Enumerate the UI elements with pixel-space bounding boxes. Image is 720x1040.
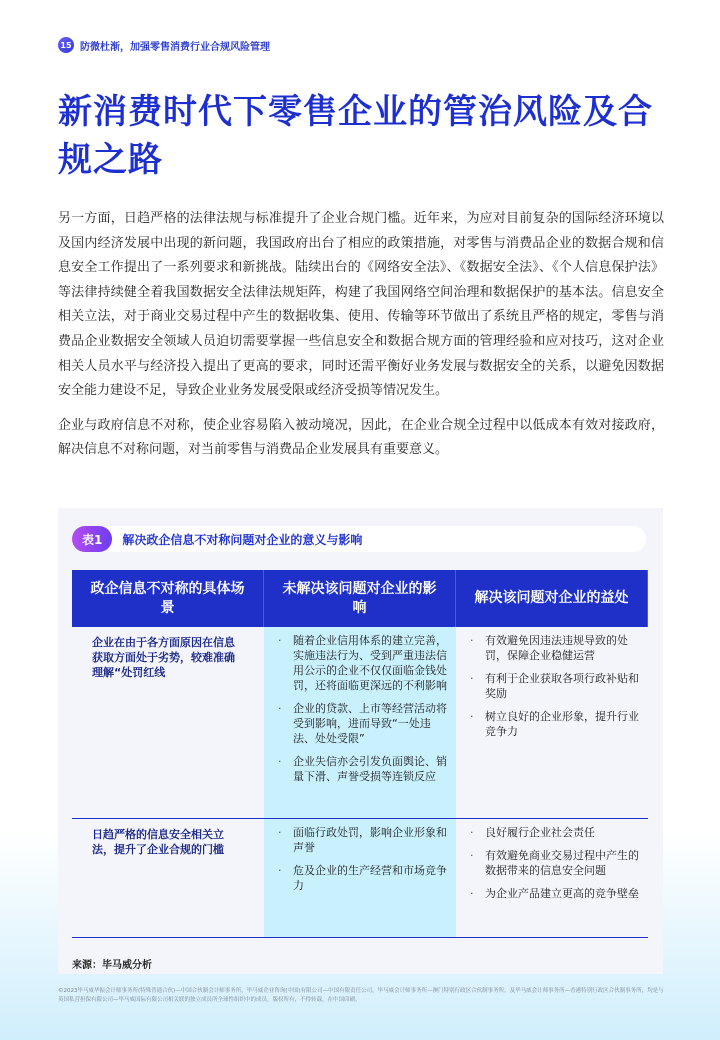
list-item: · 有效避免因违法违规导致的处罚，保障企业稳健运营 (470, 633, 640, 663)
page-title: 新消费时代下零售企业的管治风险及合规之路 (58, 92, 653, 180)
scenario-cell: 企业在由于各方面原因在信息获取方面处于劣势，较难准确理解“处罚红线 (72, 627, 264, 819)
table-card (58, 508, 663, 974)
list-item: · 有利于企业获取各项行政补贴和奖励 (470, 671, 640, 701)
table-header-cell: 未解决该问题对企业的影响 (264, 570, 456, 627)
table-source: 来源：毕马威分析 (72, 960, 152, 971)
list-item: · 良好履行企业社会责任 (470, 825, 640, 840)
benefit-cell (456, 819, 648, 938)
impact-cell (264, 819, 456, 938)
list-item: · 有效避免商业交易过程中产生的数据带来的信息安全问题 (470, 848, 640, 878)
table-number-badge: 表1 (72, 526, 112, 552)
table-caption: 解决政企信息不对称问题对企业的意义与影响 (122, 532, 363, 547)
copyright-footer: ©2023毕马威华振会计师事务所(特殊普通合伙)—中国合伙制会计师事务所，毕马威企业咨询(中国)有限公司—中国有限责任公司，毕马威会计师事务所—澳门特别行政区合伙制事务所，及毕马威会计师事务所—香港特别行政区合伙制事务所，均是与英国私营担保有限公司—毕马威国际有限公司相关联的独立成员所全球性组织中的成员。版权所有，不得转载。在中国印刷。 (58, 988, 664, 1003)
list-item: · 面临行政处罚，影响企业形象和声誉 (278, 825, 448, 855)
table-header-cell: 政企信息不对称的具体场景 (72, 570, 264, 627)
list-item: · 树立良好的企业形象，提升行业竞争力 (470, 709, 640, 739)
paragraph: 企业与政府信息不对称，使企业容易陷入被动境况，因此，在企业合规全过程中以低成本有效对接政府，解决信息不对称问题，对当前零售与消费品企业发展具有重要意义。 (58, 417, 664, 458)
page-number-badge: 15 (58, 37, 74, 53)
list-item: · 企业的贷款、上市等经营活动将受到影响，进而导致“一处违法、处处受限” (278, 701, 448, 746)
list-item: · 为企业产品建立更高的竞争壁垒 (470, 886, 640, 901)
scenario-cell: 日趋严格的信息安全相关立法，提升了企业合规的门槛 (72, 819, 264, 938)
list-item: · 企业失信亦会引发负面舆论、销量下滑、声誉受损等连锁反应 (278, 754, 448, 784)
impact-cell (264, 627, 456, 819)
list-item: · 随着企业信用体系的建立完善，实施违法行为、受到严重违法信用公示的企业不仅仅面临金钱处罚，还将面临更深远的不利影响 (278, 633, 448, 693)
list-item: · 危及企业的生产经营和市场竞争力 (278, 863, 448, 893)
running-header-title: 防微杜渐，加强零售消费行业合规风险管理 (80, 41, 270, 53)
benefit-cell (456, 627, 648, 819)
data-table (72, 570, 648, 938)
table-header-cell: 解决该问题对企业的益处 (456, 570, 648, 627)
paragraph: 另一方面，日趋严格的法律法规与标准提升了企业合规门槛。近年来，为应对目前复杂的国际经济环境以及国内经济发展中出现的新问题，我国政府出台了相应的政策措施，对零售与消费品企业的数据合规和信息安全工作提出了一系列要求和新挑战。陆续出台的《网络安全法》、《数据安全法》、《个人信息保护法》等法律持续健全着我国数据安全法律法规矩阵，构建了我国网络空间治理和数据保护的基本法。信息安全相关立法，对于商业交易过程中产生的数据收集、使用、传输等环节做出了系统且严格的规定，零售与消费品企业数据安全领域人员迫切需要掌握一些信息安全和数据合规方面的管理经验和应对技巧，这对企业相关人员水平与经济投入提出了更高的要求，同时还需平衡好业务发展与数据安全的关系，以避免因数据安全能力建设不足，导致企业业务发展受限或经济受损等情况发生。 (58, 211, 664, 399)
table-caption-bar (72, 526, 646, 552)
body-text (58, 207, 664, 473)
page-header (58, 37, 270, 53)
